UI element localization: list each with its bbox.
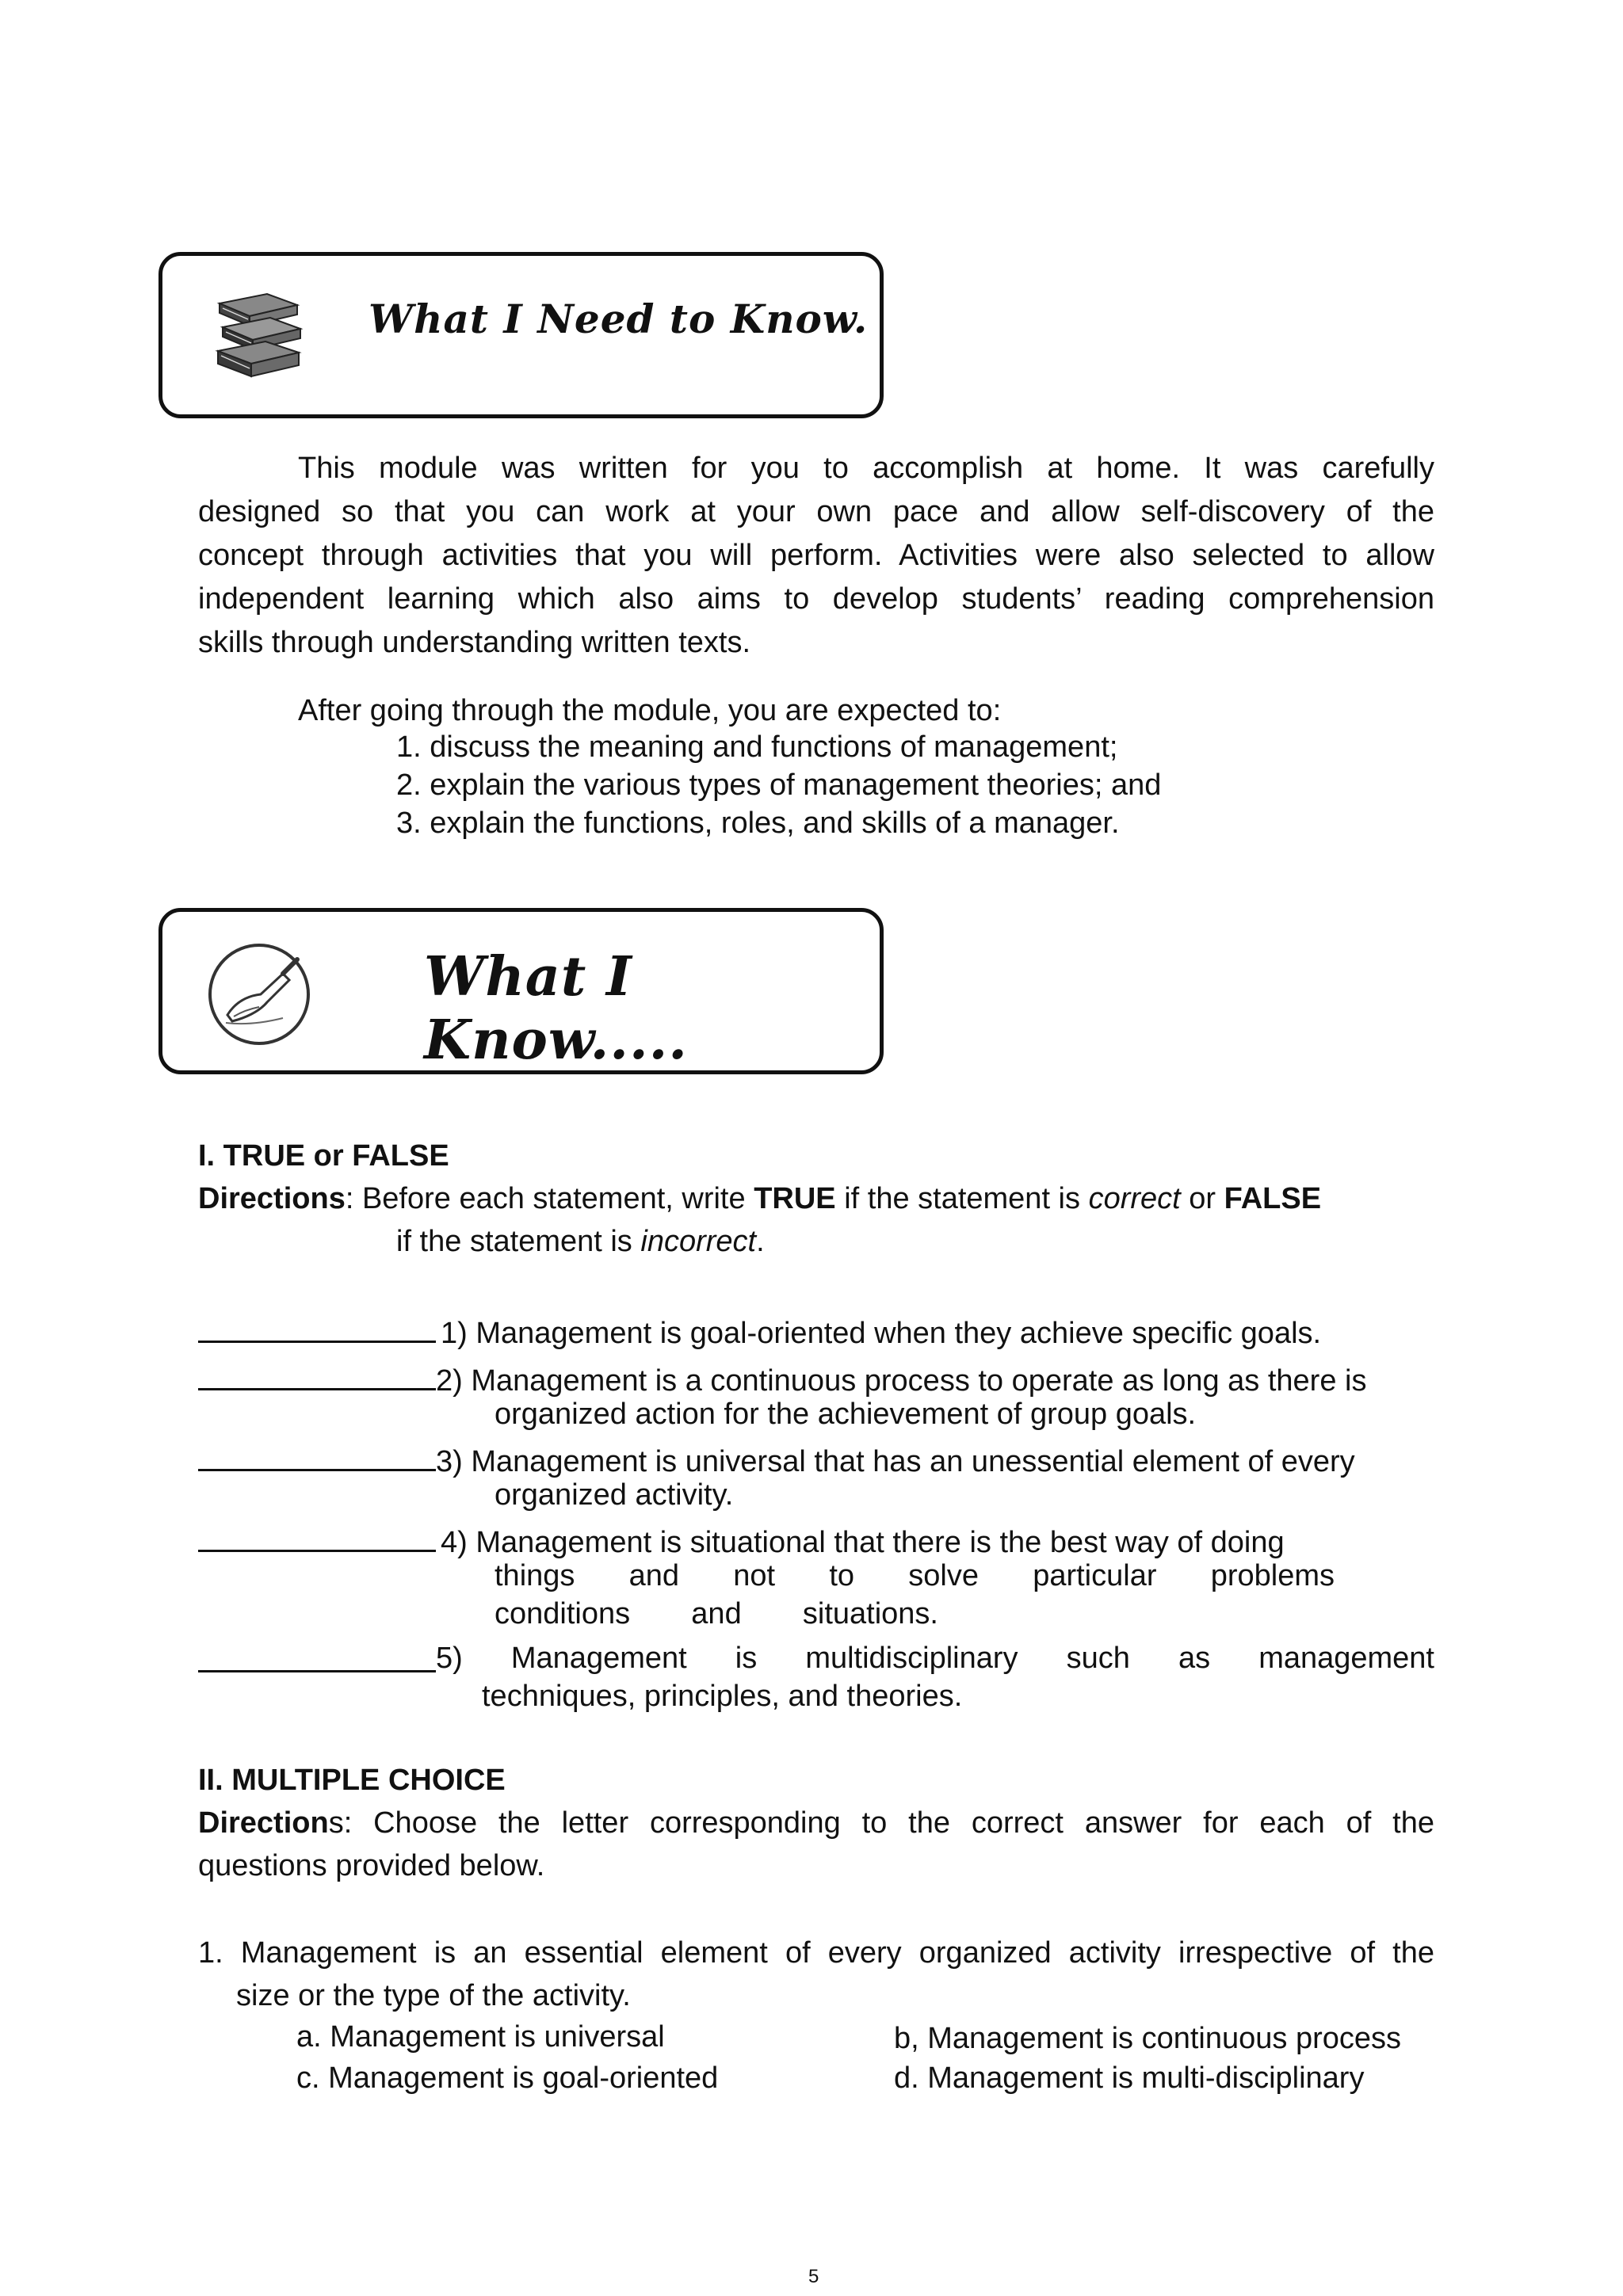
objective-item: 1. discuss the meaning and functions of management; (396, 730, 1118, 764)
paragraph-line: designed so that you can work at your own pace and allow self-discovery of the (198, 495, 1434, 528)
answer-blank[interactable] (198, 1360, 436, 1390)
tf-item-3-cont: organized activity. (495, 1478, 734, 1512)
objective-item: 2. explain the various types of management theories; and (396, 769, 1162, 802)
intro-paragraph (198, 447, 1434, 665)
tf-item-1: 1) Management is goal-oriented when they achieve specific goals. (198, 1312, 1321, 1351)
answer-blank[interactable] (198, 1521, 436, 1552)
objective-item: 3. explain the functions, roles, and skills of a manager. (396, 807, 1120, 840)
answer-blank[interactable] (198, 1440, 436, 1471)
choice-b: b, Management is continuous process (894, 2022, 1402, 2055)
choice-c: c. Management is goal-oriented (296, 2061, 719, 2095)
page-number: 5 (808, 2266, 819, 2287)
paragraph-line: concept through activities that you will perform. Activities were also selected to allow (198, 539, 1434, 572)
mc-question-1-cont: size or the type of the activity. (236, 1979, 631, 2012)
what-i-need-to-know-banner (158, 252, 884, 418)
books-icon (212, 288, 307, 384)
answer-blank[interactable] (198, 1642, 436, 1672)
choice-a: a. Management is universal (296, 2020, 665, 2054)
tf-item-5-cont: techniques, principles, and theories. (482, 1680, 963, 1713)
tf-item-2-cont: organized action for the achievement of group goals. (495, 1398, 1197, 1431)
paragraph-line: skills through understanding written texts. (198, 626, 751, 659)
answer-blank[interactable] (198, 1312, 436, 1343)
tf-item-5: 5) Management is multidisciplinary such as management (198, 1642, 1434, 1676)
part2-heading: II. MULTIPLE CHOICE (198, 1764, 506, 1797)
what-i-know-banner (158, 908, 884, 1074)
tf-item-4-cont: things and not to solve particular problems (495, 1559, 1335, 1592)
tf-item-4: 4) Management is situational that there is the best way of doing (198, 1521, 1285, 1560)
tf-item-3: 3) Management is universal that has an unessential element of every (198, 1440, 1355, 1479)
part2-directions: Direction s: Choose the letter corresponding to the correct answer for each of the (198, 1806, 1434, 1840)
paragraph-line: independent learning which also aims to develop students’ reading comprehension (198, 582, 1434, 616)
part2-directions-cont: questions provided below. (198, 1849, 545, 1882)
part1-directions: Directions: Before each statement, write TRUE if the statement is correct or FALSE (198, 1182, 1322, 1215)
tf-item-2: 2) Management is a continuous process to operate as long as there is (198, 1360, 1366, 1398)
section-title: What I Know..... (424, 945, 688, 1072)
paragraph-line: This module was written for you to accomplish at home. It was carefully (298, 452, 1434, 485)
part1-directions-cont: if the statement is incorrect. (396, 1225, 765, 1258)
section-title: What I Need to Know. (369, 296, 869, 342)
choice-d: d. Management is multi-disciplinary (894, 2061, 1365, 2095)
tf-item-4-cont: conditions and situations. (495, 1597, 938, 1630)
objectives-intro: After going through the module, you are expected to: (298, 694, 1002, 727)
pencil-hand-icon (204, 939, 315, 1050)
mc-question-1: 1. Management is an essential element of every organized activity irrespective of the (198, 1936, 1434, 1970)
part1-heading: I. TRUE or FALSE (198, 1139, 449, 1173)
